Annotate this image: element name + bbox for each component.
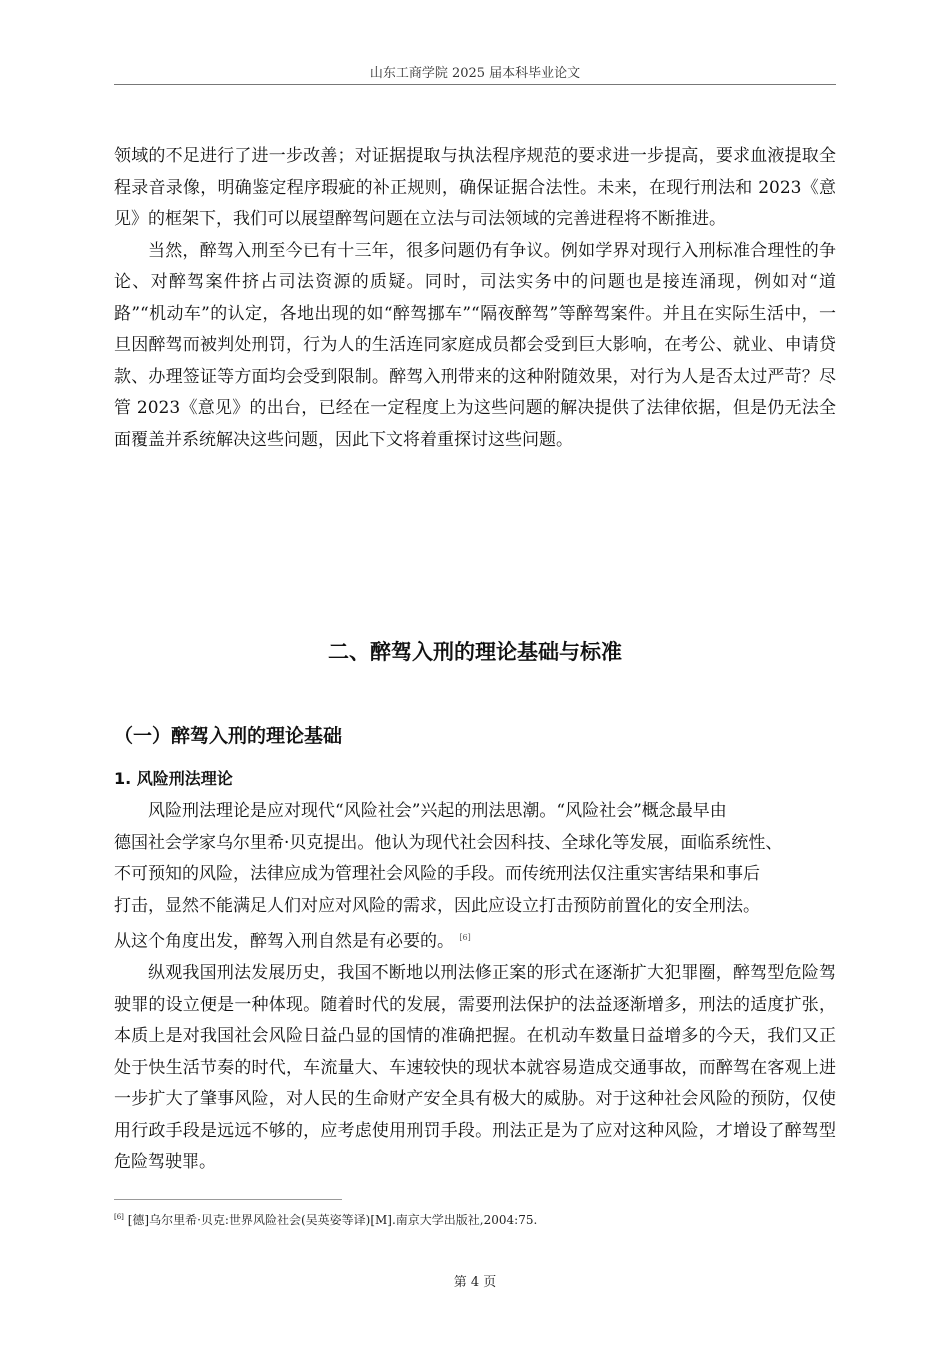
paragraph <box>114 796 836 958</box>
text-line: 不可预知的风险，法律应成为管理社会风险的手段。而传统刑法仅注重实害结果和事后 <box>114 864 760 884</box>
footnote <box>114 1211 537 1228</box>
text-line <box>114 922 836 958</box>
page-header: 山东工商学院 2025 届本科毕业论文 <box>369 66 581 81</box>
footnote-divider <box>114 1199 342 1200</box>
footnote-text: [德]乌尔里希·贝克:世界风险社会(吴英姿等译)[M].南京大学出版社,2004:75. <box>127 1213 538 1227</box>
page-number: 第 4 页 <box>453 1275 497 1290</box>
paragraph: 纵观我国刑法发展历史，我国不断地以刑法修正案的形式在逐渐扩大犯罪圈，醉驾型危险驾驶罪的设立便是一种体现。随着时代的发展，需要刑法保护的法益逐渐增多，刑法的适度扩张，本质上是对我国社会风险日益凸显的国情的准确把握。在机动车数量日益增多的今天，我们又正处于快生活节奏的时代，车流量大、车速较快的现状本就容易造成交通事故，而醉驾在客观上进一步扩大了肇事风险，对人民的生命财产安全具有极大的威胁。对于这种社会风险的预防，仅使用行政手段是远远不够的，应考虑使用刑罚手段。刑法正是为了应对这种风险，才增设了醉驾型危险驾驶罪。 <box>114 963 836 1173</box>
header-divider <box>114 84 836 85</box>
footnote-reference[interactable]: [6] <box>459 933 471 942</box>
intro-block <box>114 141 836 456</box>
chapter-title: 二、醉驾入刑的理论基础与标准 <box>328 640 622 664</box>
text-line: 打击，显然不能满足人们对应对风险的需求，因此应设立打击预防前置化的安全刑法。 <box>114 895 760 916</box>
text-line-content: 从这个角度出发，醉驾入刑自然是有必要的。 <box>114 931 454 952</box>
section-title: （一）醉驾入刑的理论基础 <box>114 725 343 747</box>
text-line: 德国社会学家乌尔里希·贝克提出。他认为现代社会因科技、全球化等发展，面临系统性、 <box>114 832 783 853</box>
theory-block <box>114 796 836 1179</box>
text-line: 风险刑法理论是应对现代“风险社会”兴起的刑法思潮。“风险社会”概念最早由 <box>148 801 727 821</box>
footnote-marker: [6] <box>114 1213 124 1221</box>
paragraph: 当然，醉驾入刑至今已有十三年，很多问题仍有争议。例如学界对现行入刑标准合理性的争论、对醉驾案件挤占司法资源的质疑。同时，司法实务中的问题也是接连涌现，例如对“道路”“机动车”的认定，各地出现的如“醉驾挪车”“隔夜醉驾”等醉驾案件。并且在实际生活中，一旦因醉驾而被判处刑罚，行为人的生活连同家庭成员都会受到巨大影响，在考公、就业、申请贷款、办理签证等方面均会受到限制。醉驾入刑带来的这种附随效果，对行为人是否太过严苛？尽管 2023《意见》的出台，已经在一定程度上为这些问题的解决提供了法律依据，但是仍无法全面覆盖并系统解决这些问题，因此下文将着重探讨这些问题。 <box>114 240 836 450</box>
paragraph: 领域的不足进行了进一步改善；对证据提取与执法程序规范的要求进一步提高，要求血液提取全程录音录像，明确鉴定程序瑕疵的补正规则，确保证据合法性。未来，在现行刑法和 2023《意见》的框架下，我们可以展望醉驾问题在立法与司法领域的完善进程将不断推进。 <box>114 146 836 229</box>
subsection-title: 1. 风险刑法理论 <box>114 769 233 788</box>
